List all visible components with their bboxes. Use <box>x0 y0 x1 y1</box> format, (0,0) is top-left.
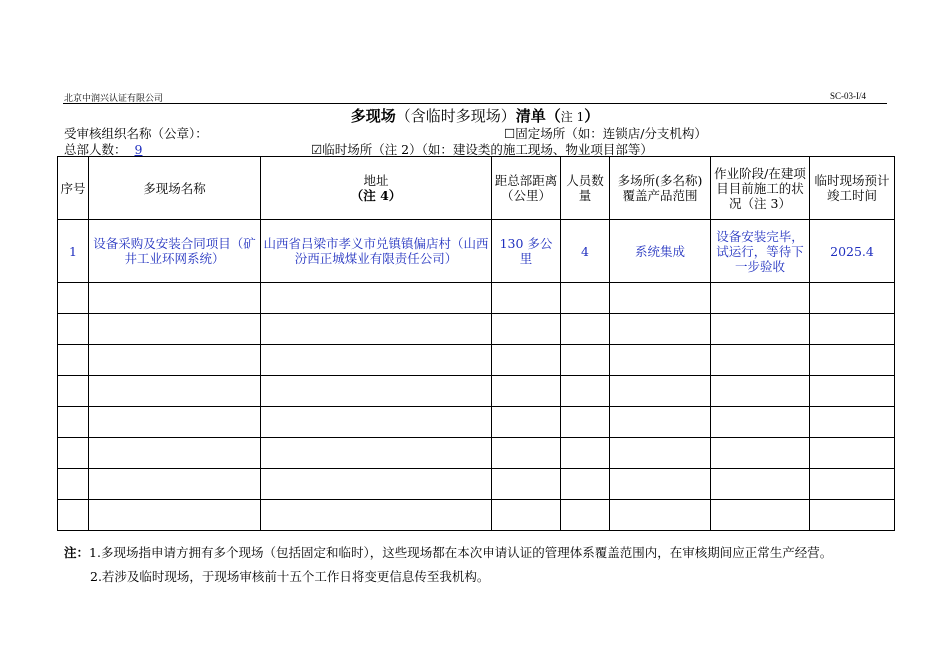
table-cell-empty[interactable] <box>492 345 561 376</box>
table-cell-empty[interactable] <box>610 500 711 531</box>
header-seq: 序号 <box>58 157 89 220</box>
temp-site-checkbox[interactable]: ☑临时场所（注 2）（如：建设类的施工现场、物业项目部等） <box>311 142 653 157</box>
table-cell-empty[interactable] <box>561 376 610 407</box>
org-name-label: 受审核组织名称（公章）： <box>64 126 208 141</box>
table-cell-empty[interactable] <box>810 314 895 345</box>
company-name: 北京中润兴认证有限公司 <box>64 94 164 104</box>
note-1-line <box>64 544 884 561</box>
staff-count-label: 总部人数： <box>64 142 127 157</box>
header-rule <box>63 103 887 104</box>
table-cell-empty[interactable] <box>261 376 492 407</box>
table-cell-empty[interactable] <box>89 407 261 438</box>
table-cell-empty[interactable] <box>261 283 492 314</box>
table-cell-empty[interactable] <box>58 500 89 531</box>
table-cell-empty[interactable] <box>58 469 89 500</box>
table-cell-empty[interactable] <box>810 345 895 376</box>
header-staff: 人员数量 <box>561 157 610 220</box>
table-cell-empty[interactable] <box>261 438 492 469</box>
cell-seq[interactable]: 1 <box>58 220 89 283</box>
cell-status[interactable]: 设备安装完毕，试运行，等待下一步验收 <box>711 220 810 283</box>
table-cell-empty[interactable] <box>89 438 261 469</box>
title-note-close: ） <box>584 107 600 125</box>
staff-count-value[interactable]: 9 <box>134 142 143 157</box>
table-row <box>58 220 895 283</box>
table-cell-empty[interactable] <box>561 500 610 531</box>
table-cell-empty[interactable] <box>610 345 711 376</box>
cell-coverage[interactable]: 系统集成 <box>610 220 711 283</box>
table-row-empty <box>58 407 895 438</box>
table-cell-empty[interactable] <box>810 438 895 469</box>
table-row-empty <box>58 283 895 314</box>
table-cell-empty[interactable] <box>711 376 810 407</box>
title-list: 清单 <box>515 107 546 125</box>
table-cell-empty[interactable] <box>261 345 492 376</box>
header-site-name: 多现场名称 <box>89 157 261 220</box>
table-cell-empty[interactable] <box>58 283 89 314</box>
header-address <box>261 157 492 220</box>
table-cell-empty[interactable] <box>561 438 610 469</box>
table-cell-empty[interactable] <box>58 376 89 407</box>
table-row-empty <box>58 314 895 345</box>
table-cell-empty[interactable] <box>58 438 89 469</box>
table-cell-empty[interactable] <box>810 283 895 314</box>
fixed-site-checkbox[interactable]: ☐固定场所（如：连锁店/分支机构） <box>504 126 707 141</box>
note-1: 1.多现场指申请方拥有多个现场（包括固定和临时），这些现场都在本次申请认证的管理体系覆盖范围内，在审核期间应正常生产经营。 <box>89 545 833 560</box>
table-cell-empty[interactable] <box>610 469 711 500</box>
cell-completion[interactable]: 2025.4 <box>810 220 895 283</box>
table-cell-empty[interactable] <box>610 283 711 314</box>
table-cell-empty[interactable] <box>810 376 895 407</box>
table-cell-empty[interactable] <box>810 407 895 438</box>
table-cell-empty[interactable] <box>810 469 895 500</box>
page-title <box>0 105 950 126</box>
table-cell-empty[interactable] <box>711 469 810 500</box>
multi-site-table <box>57 156 895 531</box>
table-row-empty <box>58 469 895 500</box>
table-cell-empty[interactable] <box>492 469 561 500</box>
header-coverage: 多场所(多名称)覆盖产品范围 <box>610 157 711 220</box>
header-address-label: 地址 <box>363 173 389 188</box>
table-cell-empty[interactable] <box>610 407 711 438</box>
table-cell-empty[interactable] <box>89 345 261 376</box>
title-paren: （含临时多现场） <box>395 107 516 125</box>
table-header-row <box>58 157 895 220</box>
title-note: 注 1 <box>560 110 585 124</box>
table-row-empty <box>58 345 895 376</box>
table-cell-empty[interactable] <box>89 500 261 531</box>
table-cell-empty[interactable] <box>711 438 810 469</box>
table-cell-empty[interactable] <box>89 376 261 407</box>
notes-label: 注： <box>64 545 90 560</box>
cell-distance[interactable]: 130 多公里 <box>492 220 561 283</box>
cell-address[interactable]: 山西省吕梁市孝义市兑镇镇偏店村（山西汾西正城煤业有限责任公司） <box>261 220 492 283</box>
table-cell-empty[interactable] <box>492 500 561 531</box>
table-cell-empty[interactable] <box>610 314 711 345</box>
title-note-open: （ <box>545 107 561 125</box>
form-code: SC-03-I/4 <box>830 91 866 101</box>
header-distance: 距总部距离（公里） <box>492 157 561 220</box>
table-cell-empty[interactable] <box>561 345 610 376</box>
table-cell-empty[interactable] <box>261 469 492 500</box>
cell-staff[interactable]: 4 <box>561 220 610 283</box>
table-cell-empty[interactable] <box>89 469 261 500</box>
table-cell-empty[interactable] <box>261 407 492 438</box>
table-cell-empty[interactable] <box>610 376 711 407</box>
header-address-note: （注 4） <box>350 188 402 203</box>
table-row-empty <box>58 438 895 469</box>
table-cell-empty[interactable] <box>58 407 89 438</box>
header-completion: 临时现场预计竣工时间 <box>810 157 895 220</box>
table-cell-empty[interactable] <box>492 376 561 407</box>
table-row-empty <box>58 500 895 531</box>
table-cell-empty[interactable] <box>711 345 810 376</box>
table-cell-empty[interactable] <box>561 407 610 438</box>
title-main: 多现场 <box>350 107 396 125</box>
table-cell-empty[interactable] <box>711 314 810 345</box>
table-cell-empty[interactable] <box>711 407 810 438</box>
table-cell-empty[interactable] <box>561 283 610 314</box>
table-cell-empty[interactable] <box>492 407 561 438</box>
table-cell-empty[interactable] <box>492 314 561 345</box>
table-cell-empty[interactable] <box>492 438 561 469</box>
header-status: 作业阶段/在建项目目前施工的状况（注 3） <box>711 157 810 220</box>
table-cell-empty[interactable] <box>261 500 492 531</box>
table-cell-empty[interactable] <box>89 283 261 314</box>
table-cell-empty[interactable] <box>492 283 561 314</box>
table-cell-empty[interactable] <box>261 314 492 345</box>
table-cell-empty[interactable] <box>58 345 89 376</box>
table-cell-empty[interactable] <box>711 283 810 314</box>
notes-section <box>64 544 884 585</box>
table-cell-empty[interactable] <box>89 314 261 345</box>
table-cell-empty[interactable] <box>810 500 895 531</box>
table-cell-empty[interactable] <box>561 469 610 500</box>
table-cell-empty[interactable] <box>58 314 89 345</box>
table-row-empty <box>58 376 895 407</box>
cell-site-name[interactable]: 设备采购及安装合同项目（矿井工业环网系统） <box>89 220 261 283</box>
table-cell-empty[interactable] <box>711 500 810 531</box>
table-cell-empty[interactable] <box>561 314 610 345</box>
table-cell-empty[interactable] <box>610 438 711 469</box>
note-2: 2.若涉及临时现场，于现场审核前十五个工作日将变更信息传至我机构。 <box>90 569 490 584</box>
